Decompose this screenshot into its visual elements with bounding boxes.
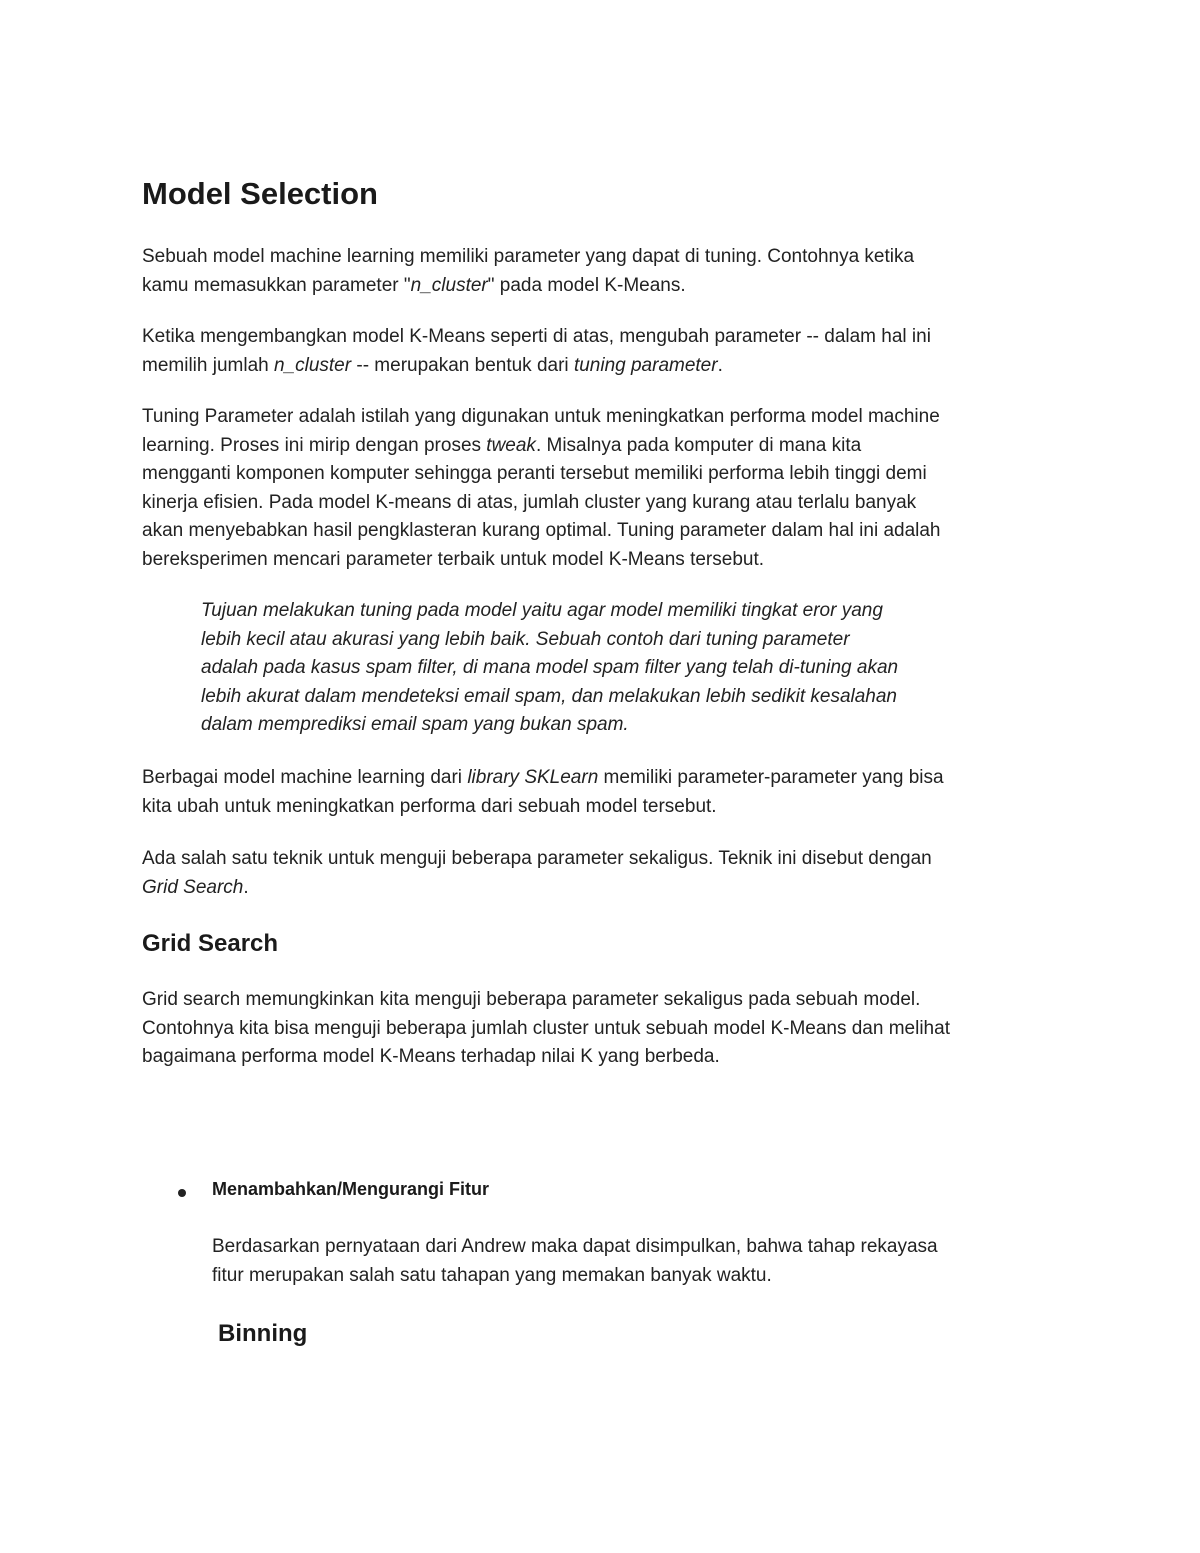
text-span: kamu memasukkan parameter " — [142, 274, 411, 296]
paragraph-tuning-parameter — [142, 403, 1072, 574]
italic-term: Grid Search — [142, 876, 244, 898]
text-span: Berbagai model machine learning dari — [142, 767, 468, 788]
text-span: -- merupakan bentuk dari — [351, 354, 574, 376]
paragraph-tuning-line-2 — [142, 432, 1072, 461]
paragraph-sklearn-line-1 — [142, 764, 1072, 793]
italic-term: library SKLearn — [467, 767, 599, 788]
paragraph-tuning-line-6: bereksperimen mencari parameter terbaik untuk model K-Means tersebut. — [142, 548, 765, 570]
paragraph-feature-line-2: fitur merupakan salah satu tahapan yang memakan banyak waktu. — [212, 1264, 772, 1286]
section-heading-binning: Binning — [218, 1320, 308, 1347]
quote-line-4: lebih akurat dalam mendeteksi email spam, dan melakukan lebih sedikit kesalahan — [201, 685, 897, 707]
text-span: memiliki parameter-parameter yang bisa — [598, 767, 944, 788]
paragraph-grid-line-2: Contohnya kita bisa menguji beberapa jumlah cluster untuk sebuah model K-Means dan melihat — [142, 1017, 950, 1039]
quote-line-2: lebih kecil atau akurasi yang lebih baik. Sebuah contoh dari tuning parameter — [201, 628, 850, 650]
paragraph-grid-line-1: Grid search memungkinkan kita menguji beberapa parameter sekaligus pada sebuah model. — [142, 989, 921, 1010]
quote-line-5: dalam memprediksi email spam yang bukan spam. — [201, 714, 629, 735]
text-span: . — [243, 876, 249, 898]
paragraph-feature-engineering — [212, 1233, 1072, 1290]
text-span: . Misalnya pada komputer di mana kita — [535, 434, 862, 456]
quote-block — [201, 597, 1051, 740]
text-span: learning. Proses ini mirip dengan proses — [142, 434, 487, 456]
italic-term: n_cluster — [273, 354, 352, 376]
paragraph-tuning-line-4: kinerja efisien. Pada model K-means di atas, jumlah cluster yang kurang atau terlalu banyak — [142, 491, 917, 513]
bullet-item-title: Menambahkan/Mengurangi Fitur — [212, 1179, 490, 1199]
paragraph-grid-line-3: bagaimana performa model K-Means terhadap nilai K yang berbeda. — [142, 1046, 720, 1067]
paragraph-feature-line-1: Berdasarkan pernyataan dari Andrew maka dapat disimpulkan, bahwa tahap rekayasa — [212, 1236, 938, 1257]
text-span: . — [717, 354, 723, 376]
text-span: memilih jumlah — [142, 354, 274, 376]
paragraph-intro — [142, 243, 1072, 300]
italic-term: tweak — [486, 434, 536, 456]
paragraph-tuning-line-1: Tuning Parameter adalah istilah yang digunakan untuk meningkatkan performa model machine — [142, 406, 940, 427]
paragraph-intro-line-1: Sebuah model machine learning memiliki parameter yang dapat di tuning. Contohnya ketika — [142, 246, 915, 267]
paragraph-kmeans-tuning — [142, 323, 1072, 380]
paragraph-technique-line-1: Ada salah satu teknik untuk menguji beberapa parameter sekaligus. Teknik ini disebut dengan — [142, 848, 932, 869]
paragraph-tuning-line-5: akan menyebabkan hasil pengklasteran kurang optimal. Tuning parameter dalam hal ini adalah — [142, 520, 941, 541]
text-span: " pada model K-Means. — [487, 274, 686, 296]
paragraph-technique-line-2 — [142, 874, 1072, 903]
paragraph-tuning-line-3: mengganti komponen komputer sehingga peranti tersebut memiliki performa lebih tinggi demi — [142, 463, 927, 484]
bullet-dot-icon — [178, 1189, 186, 1197]
paragraph-technique — [142, 845, 1072, 902]
paragraph-grid-search — [142, 986, 1072, 1072]
paragraph-kmeans-tuning-line-2 — [142, 352, 1072, 381]
paragraph-kmeans-tuning-line-1: Ketika mengembangkan model K-Means seperti di atas, mengubah parameter -- dalam hal ini — [142, 326, 931, 347]
quote-line-3: adalah pada kasus spam filter, di mana model spam filter yang telah di-tuning akan — [201, 657, 899, 678]
quote-line-1: Tujuan melakukan tuning pada model yaitu agar model memiliki tingkat eror yang — [201, 600, 883, 621]
paragraph-intro-line-2 — [142, 272, 1072, 301]
page-title: Model Selection — [142, 176, 378, 211]
section-heading-grid-search: Grid Search — [142, 930, 279, 957]
paragraph-sklearn — [142, 764, 1072, 821]
italic-term: tuning parameter — [573, 354, 718, 376]
italic-term: n_cluster — [410, 274, 488, 296]
paragraph-sklearn-line-2: kita ubah untuk meningkatkan performa dari sebuah model tersebut. — [142, 795, 717, 817]
